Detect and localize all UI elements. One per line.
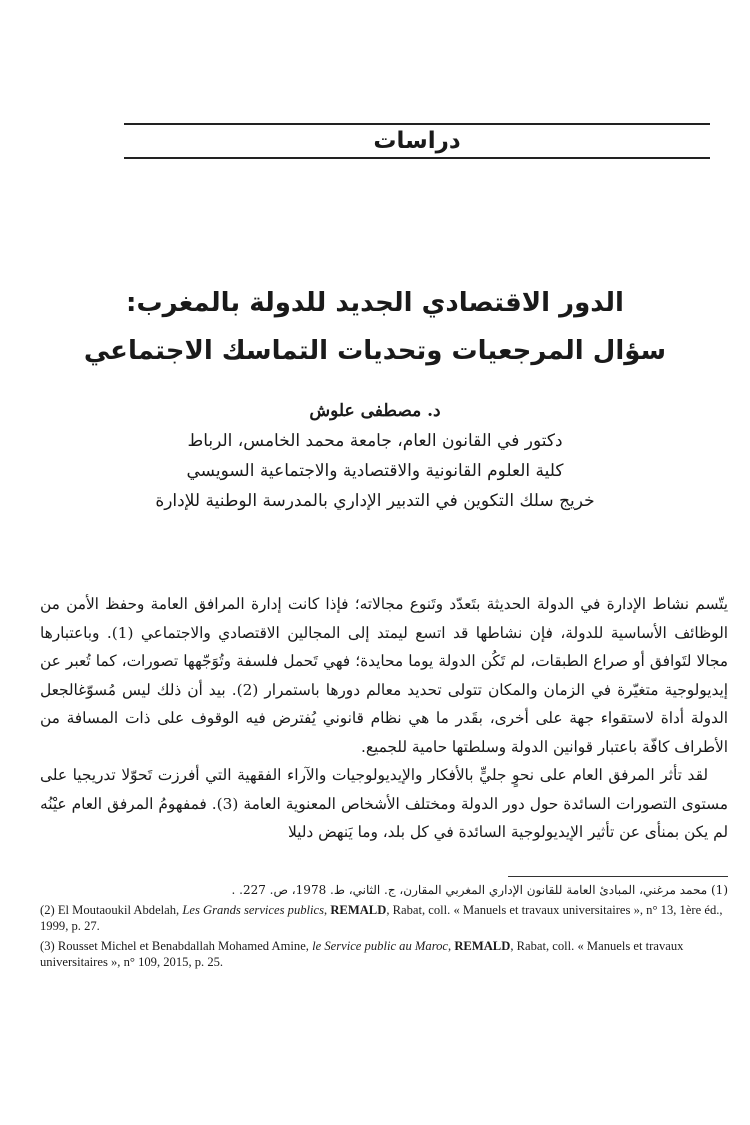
author-block	[40, 396, 710, 516]
footnote-text: (3) Rousset Michel et Benabdallah Mohamed Amine,	[40, 939, 313, 953]
footnote-text: ,	[324, 903, 331, 917]
body-paragraph: لقد تأثر المرفق العام على نحوٍ جليٍّ بالأفكار والإيديولوجيات والآراء الفقهية التي أفرزت تَحوّلا تدريجيا على مستوى التصورات السائدة حول دور الدولة ومختلف الأشخاص المعنوية العامة (3). فمفهومُ المرفق العام عيْنُه لم يكن بمنأى عن تأثير الإيديولوجية السائدة في كل بلد، وما يَنهض دليلا	[40, 766, 728, 841]
author-affiliation: كلية العلوم القانونية والاقتصادية والاجتماعية السويسي	[186, 461, 564, 481]
footnote-text: ,	[448, 939, 455, 953]
section-label: دراسات	[373, 127, 461, 154]
author-affiliation: خريج سلك التكوين في التدبير الإداري بالمدرسة الوطنية للإدارة	[155, 491, 595, 511]
footnote-text: (2) El Moutaoukil Abdelah,	[40, 903, 183, 917]
body-paragraph: يتّسم نشاط الإدارة في الدولة الحديثة بتَعدّد وتَنوع مجالاته؛ فإذا كانت إدارة المرافق العامة وحفظ الأمن من الوظائف الأساسية للدولة، فإن نشاطها قد اتسع ليمتد إلى المجالين الاقتصادي والاجتماعي (1). وباعتبارها مجالا لتَوافق أو صراع الطبقات، لم تَكُن الدولة يوما محايدة؛ فهي تَحمل فلسفة وتُوَجّهها تصورات، كما تُعبر عن إيديولوجية متغيّرة في الزمان والمكان تتولى تحديد معالم دورها باستمرار (2). بيد أن ذلك ليس مُسوّغالجعل الدولة أداة لاستقواء جهة على أخرى، بقَدر ما هي نظام قانوني يُفترض فيه الوقوف على ذات المسافة من الأطراف كافّة باعتبار قوانين الدولة وسلطتها حامية للجميع.	[40, 595, 729, 756]
footnote-publisher: REMALD	[330, 903, 387, 917]
footnote-1: (1) محمد مرغني، المبادئ العامة للقانون الإداري المغربي المقارن، ج. الثاني، ط. 1978، ص. 227. .	[231, 883, 728, 897]
article-title-line1: الدور الاقتصادي الجديد للدولة بالمغرب:	[126, 288, 624, 318]
footnote-publisher: REMALD	[454, 939, 511, 953]
footnotes	[40, 882, 728, 970]
footnote-text: , Rabat, coll. « Manuels et travaux universitaires », n° 13, 1ère éd., 1999, p. 27.	[40, 903, 723, 933]
footnote-separator	[508, 876, 728, 877]
footnote-2	[40, 902, 728, 934]
footnote-title: Les Grands services publics	[182, 903, 325, 917]
footnote-text: , Rabat, coll. « Manuels et travaux universitaires », n° 109, 2015, p. 25.	[40, 939, 684, 969]
header-bottom-rule	[124, 157, 710, 159]
footnote-title: le Service public au Maroc	[312, 939, 449, 953]
author-name: د. مصطفى علوش	[309, 401, 441, 421]
article-body	[40, 590, 728, 847]
article-title-line2: سؤال المرجعيات وتحديات التماسك الاجتماعي	[83, 336, 667, 366]
footnote-3	[40, 938, 728, 970]
author-affiliation: دكتور في القانون العام، جامعة محمد الخامس، الرباط	[187, 431, 563, 451]
